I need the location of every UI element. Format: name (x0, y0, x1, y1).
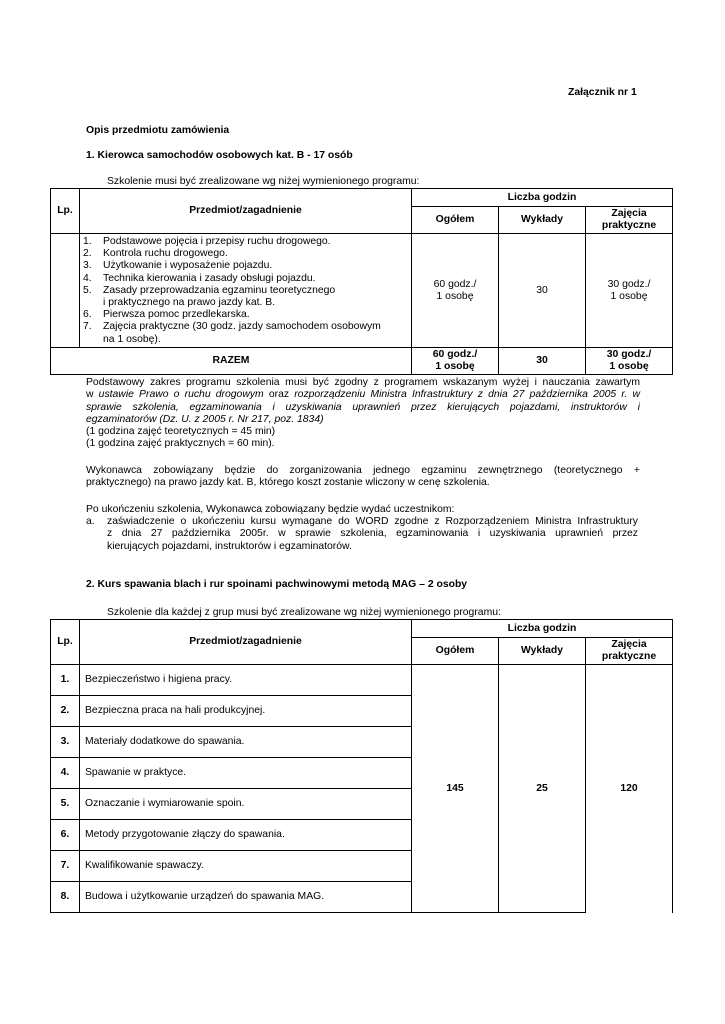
row-number: 7. (51, 851, 80, 882)
exam-paragraph: Wykonawca zobowiązany będzie do zorganizowania jednego egzaminu zewnętrznego (teoretycznego + praktycznego) na prawo jazdy kat. B, którego koszt zostanie wliczony w cenę szkolenia. (86, 465, 640, 489)
section1-intro: Szkolenie musi być zrealizowane wg niżej wymienionego programu: (107, 176, 420, 187)
row-subject: Metody przygotowanie złączy do spawania. (80, 820, 412, 851)
program-list-cell (80, 234, 412, 348)
col-total: Ogółem (412, 638, 499, 665)
section1-heading: 1. Kierowca samochodów osobowych kat. B - 17 osób (86, 150, 353, 161)
row-subject: Bezpieczeństwo i higiena pracy. (80, 665, 412, 696)
document-title: Opis przedmiotu zamówienia (86, 125, 230, 136)
sum-practical-cell: 30 godz./ 1 osobę (586, 348, 673, 375)
col-subject: Przedmiot/zagadnienie (80, 189, 412, 234)
annex-label: Załącznik nr 1 (568, 87, 637, 98)
row-subject: Oznaczanie i wymiarowanie spoin. (80, 789, 412, 820)
col-lectures: Wykłady (499, 207, 586, 234)
practical-hours-cell: 30 godz./ 1 osobę (586, 234, 673, 348)
row-number: 1. (51, 665, 80, 696)
list-item: 7. Zajęcia praktyczne (30 godz. jazdy samochodem osobowym na 1 osobę). (83, 321, 381, 345)
col-practical: Zajęcia praktyczne (586, 638, 673, 665)
row-subject: Materiały dodatkowe do spawania. (80, 727, 412, 758)
section2-intro: Szkolenie dla każdej z grup musi być zrealizowane wg niżej wymienionego programu: (107, 607, 501, 618)
list-item: 1. Podstawowe pojęcia i przepisy ruchu drogowego. (83, 236, 331, 247)
list-item: 4. Technika kierowania i zasady obsługi pojazdu. (83, 272, 316, 284)
program-note: Podstawowy zakres programu szkolenia musi być zgodny z programem wskazanym wyżej i nauczania zawartym w ustawie Prawo o ruchu drogowym oraz rozporządzeniu Ministra Infrastruktury z dnia 27 października 2005 r. w sprawie szkolenia, egzaminowania i uzyskiwania uprawnień przez kierujących pojazdami, instruktorów i egzaminatorów (Dz. U. z 2005 r. Nr 217, poz. 1834) (1 godzina zajęć teoretycznych = 45 min) (1 godzina zajęć praktycznych = 60 min). (86, 377, 640, 450)
certificate-letter: a. (86, 516, 95, 527)
row-subject: Bezpieczna praca na hali produkcyjnej. (80, 696, 412, 727)
row-subject: Budowa i użytkowanie urządzeń do spawania MAG. (80, 882, 412, 913)
lecture-hours-cell: 25 (499, 665, 586, 913)
certificate-paragraph: Po ukończeniu szkolenia, Wykonawca zobowiązany będzie wydać uczestnikom: (86, 504, 455, 515)
total-hours-cell: 60 godz./ 1 osobę (412, 234, 499, 348)
program-list (83, 236, 408, 346)
row-number: 5. (51, 789, 80, 820)
table-row (51, 665, 673, 696)
col-lp: Lp. (51, 189, 80, 234)
practical-hours-cell: 120 (586, 665, 673, 913)
row-number: 4. (51, 758, 80, 789)
section2-heading: 2. Kurs spawania blach i rur spoinami pachwinowymi metodą MAG – 2 osoby (86, 579, 468, 590)
sum-lectures-cell: 30 (499, 348, 586, 375)
list-item: 5. Zasady przeprowadzania egzaminu teoretycznego i praktycznego na prawo jazdy kat. B. (83, 284, 336, 309)
lecture-hours-cell: 30 (499, 234, 586, 348)
list-item: 3. Użytkowanie i wyposażenie pojazdu. (83, 260, 273, 272)
row-number: 8. (51, 882, 80, 913)
total-hours-cell: 145 (412, 665, 499, 913)
col-lectures: Wykłady (499, 638, 586, 665)
sum-label: RAZEM (51, 348, 412, 375)
row-number: 2. (51, 696, 80, 727)
section2-table (50, 619, 673, 913)
col-hours: Liczba godzin (412, 620, 673, 638)
col-practical: Zajęcia praktyczne (586, 207, 673, 234)
row-number: 3. (51, 727, 80, 758)
sum-total-cell: 60 godz./ 1 osobę (412, 348, 499, 375)
col-lp: Lp. (51, 620, 80, 665)
list-item: 2. Kontrola ruchu drogowego. (83, 248, 228, 260)
certificate-item: zaświadczenie o ukończeniu kursu wymagane do WORD zgodne z Rozporządzeniem Ministra Infrastruktury z dnia 27 października 2005r. w sprawie szkolenia, egzaminowania i uzyskiwania uprawnień przez kierujących pojazdami, instruktorów i egzaminatorów. (107, 516, 638, 552)
row-number: 6. (51, 820, 80, 851)
row-subject: Kwalifikowanie spawaczy. (80, 851, 412, 882)
list-item: 6. Pierwsza pomoc przedlekarska. (83, 309, 250, 321)
col-total: Ogółem (412, 207, 499, 234)
col-subject: Przedmiot/zagadnienie (80, 620, 412, 665)
col-hours: Liczba godzin (412, 189, 673, 207)
section1-table (50, 188, 673, 375)
row-subject: Spawanie w praktyce. (80, 758, 412, 789)
